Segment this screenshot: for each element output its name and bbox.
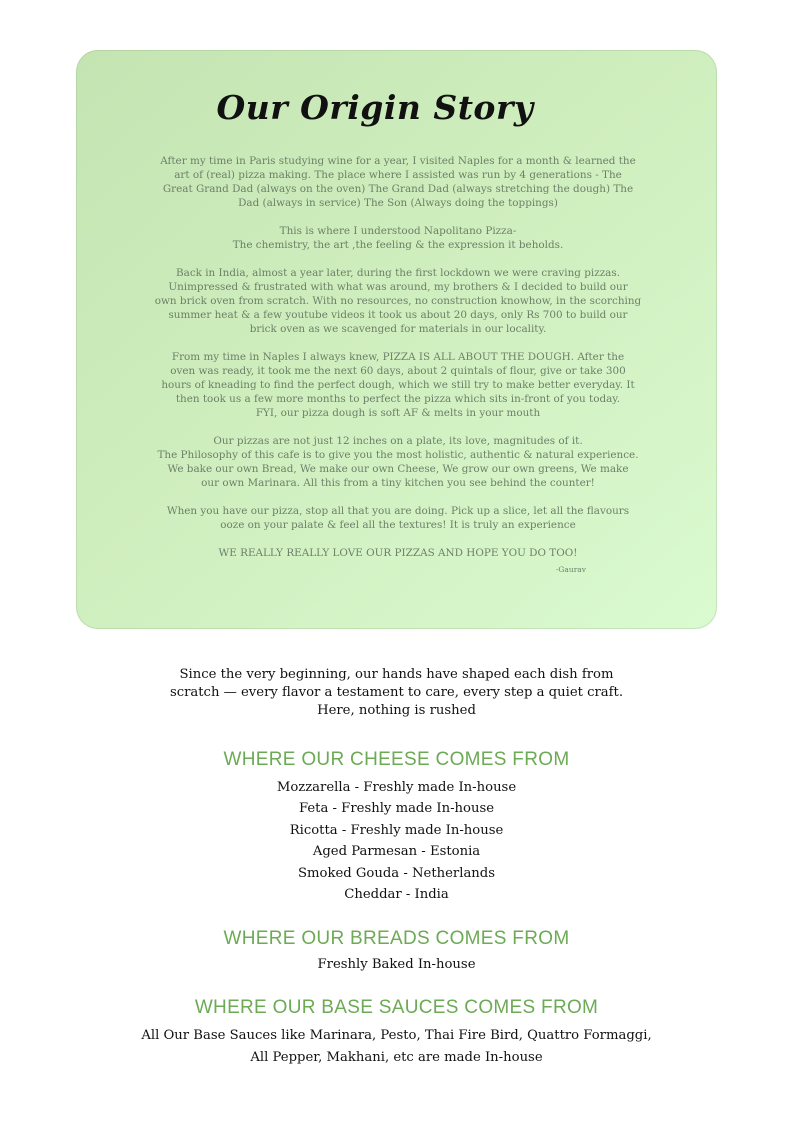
story-title: Our Origin Story (216, 88, 534, 127)
story-signature: -Gaurav (555, 565, 586, 574)
cheese-item: Feta - Freshly made In-house (298, 801, 495, 817)
story-paragraph: Our pizzas are not just 12 inches on a plate, its love, magnitudes of it. The Philosophy of this cafe is to give you the most holistic, authentic & natural experience. We bake our own Bread, We make our own Cheese, We grow our own greens, We make our own Marinara. All this from a tiny kitchen you see behind the counter! (157, 435, 639, 489)
intro-text: Since the very beginning, our hands have shaped each dish from scratch — every flavor a testament to care, every step a quiet craft. Here, nothing is rushed (169, 667, 624, 718)
breads-item: Freshly Baked In-house (317, 957, 476, 972)
cheese-list (0, 777, 793, 905)
story-paragraph: After my time in Paris studying wine for a year, I visited Naples for a month & learned the art of (real) pizza making. The place where I assisted was run by 4 generations - The Great Grand Dad (always on the oven) The Grand Dad (always stretching the dough) The Dad (always in service) The Son (Always doing the toppings) (160, 155, 636, 209)
story-paragraph: From my time in Naples I always knew, PIZZA IS ALL ABOUT THE DOUGH. After the oven was ready, it took me the next 60 days, about 2 quintals of flour, give or take 300 hours of kneading to find the perfect dough, which we still try to make better everyday. It then took us a few more months to perfect the pizza which sits in-front of you today. FYI, our pizza dough is soft AF & melts in your mouth (161, 351, 635, 419)
story-paragraph: When you have our pizza, stop all that you are doing. Pick up a slice, let all the flavours ooze on your palate & feel all the textures! It is truly an experience (166, 505, 630, 531)
breads-heading: WHERE OUR BREADS COMES FROM (223, 928, 570, 949)
cheese-item: Ricotta - Freshly made In-house (289, 822, 504, 838)
story-paragraph: This is where I understood Napolitano Pizza- The chemistry, the art ,the feeling & the expression it beholds. (232, 225, 564, 251)
cheese-item: Smoked Gouda - Netherlands (297, 865, 496, 881)
sauces-text: All Our Base Sauces like Marinara, Pesto, Thai Fire Bird, Quattro Formaggi, All Pepper, Makhani, etc are made In-house (141, 1028, 652, 1065)
cheese-item: Mozzarella - Freshly made In-house (276, 780, 517, 795)
sauces-heading: WHERE OUR BASE SAUCES COMES FROM (194, 997, 599, 1018)
breads-list (0, 954, 793, 975)
cheese-item: Aged Parmesan - Estonia (312, 844, 481, 860)
story-paragraph: Back in India, almost a year later, during the first lockdown we were craving pizzas. Unimpressed & frustrated with what was around, my brothers & I decided to build our own brick oven from scratch. With no resources, no construction knowhow, in the scorching summer heat & a few youtube videos it took us about 20 days, only Rs 700 to build our brick oven as we scavenged for materials in our locality. (154, 267, 642, 335)
cheese-item: Cheddar - India (344, 887, 449, 903)
story-closing-line: WE REALLY REALLY LOVE OUR PIZZAS AND HOPE YOU DO TOO! (218, 547, 578, 559)
story-body (128, 154, 668, 560)
cheese-heading: WHERE OUR CHEESE COMES FROM (223, 749, 570, 770)
